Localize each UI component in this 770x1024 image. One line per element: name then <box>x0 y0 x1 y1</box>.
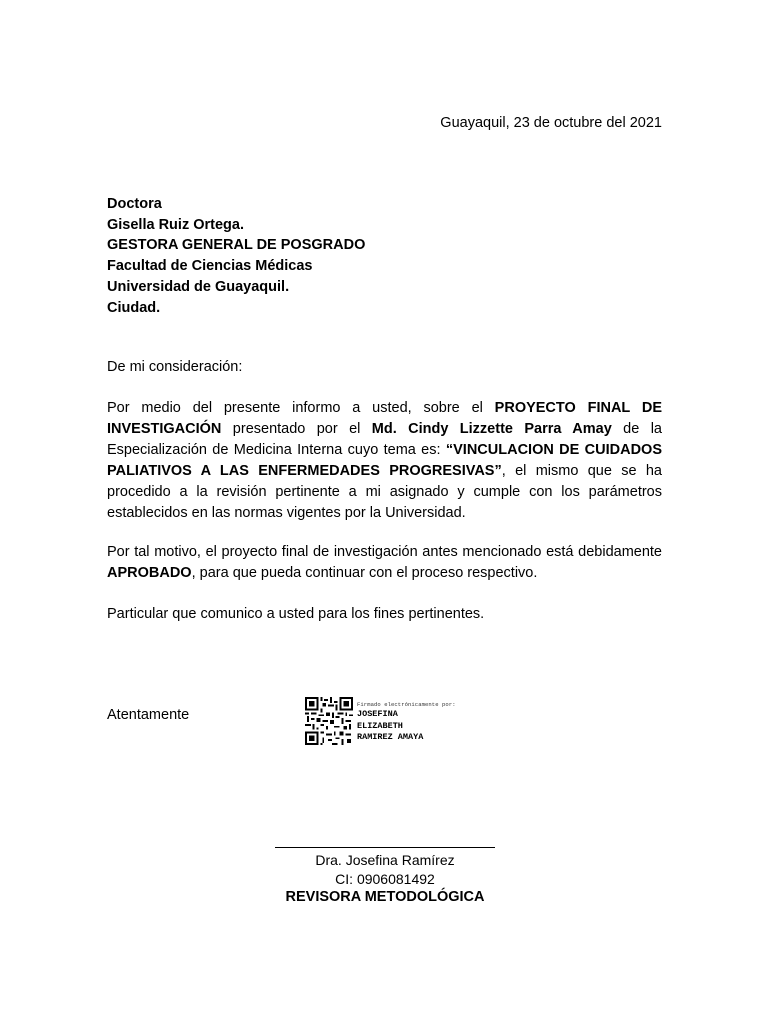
paragraph-2 <box>107 542 662 584</box>
p1-project-label: PROYECTO FINAL DE INVESTIGACIÓN <box>107 400 662 437</box>
recipient-faculty: Facultad de Ciencias Médicas <box>107 258 313 275</box>
esign-name-line-3: RAMIREZ AMAYA <box>357 732 424 742</box>
p2-text-2: , para que pueda continuar con el proceso respectivo. <box>191 565 538 581</box>
paragraph-3: Particular que comunico a usted para los fines pertinentes. <box>107 606 485 622</box>
greeting: De mi consideración: <box>107 359 243 375</box>
recipient-name: Gisella Ruiz Ortega. <box>107 216 244 233</box>
p1-text-1: Por medio del presente informo a usted, sobre el <box>107 400 495 416</box>
paragraph-1 <box>107 398 662 524</box>
letter-date: Guayaquil, 23 de octubre del 2021 <box>440 115 662 131</box>
esign-caption: Firmado electrónicamente por: <box>357 701 456 708</box>
p2-approved: APROBADO <box>107 565 192 581</box>
signatory-name: Dra. Josefina Ramírez <box>315 852 455 868</box>
esign-name-line-1: JOSEFINA <box>357 709 398 719</box>
signatory-block <box>235 851 535 907</box>
p1-author-name: Md. Cindy Lizzette Parra Amay <box>371 421 612 437</box>
p1-project-title: “VINCULACION DE CUIDADOS PALIATIVOS A LAS ENFERMEDADES PROGRESIVAS” <box>107 442 662 479</box>
signatory-role: REVISORA METODOLÓGICA <box>285 889 485 905</box>
p1-text-3: de la Especialización de Medicina Interna cuyo tema es: <box>107 421 662 458</box>
signature-line <box>275 847 495 848</box>
p2-text-1: Por tal motivo, el proyecto final de investigación antes mencionado está debidamente <box>107 544 662 560</box>
recipient-position: GESTORA GENERAL DE POSGRADO <box>107 237 366 254</box>
recipient-university: Universidad de Guayaquil. <box>107 278 290 295</box>
p1-text-2: presentado por el <box>221 421 372 437</box>
recipient-block <box>107 194 365 318</box>
qr-code-icon <box>305 697 353 745</box>
recipient-title: Doctora <box>107 196 162 212</box>
esign-name-line-2: ELIZABETH <box>357 720 403 731</box>
recipient-city: Ciudad. <box>107 299 161 316</box>
closing: Atentamente <box>107 707 190 723</box>
electronic-signature <box>357 701 456 743</box>
p1-text-4: , el mismo que se ha procedido a la revisión pertinente a mi asignado y cumple con los parámetros establecidos en las normas vigentes por la Universidad. <box>107 463 662 521</box>
signatory-ci: CI: 0906081492 <box>335 871 435 887</box>
